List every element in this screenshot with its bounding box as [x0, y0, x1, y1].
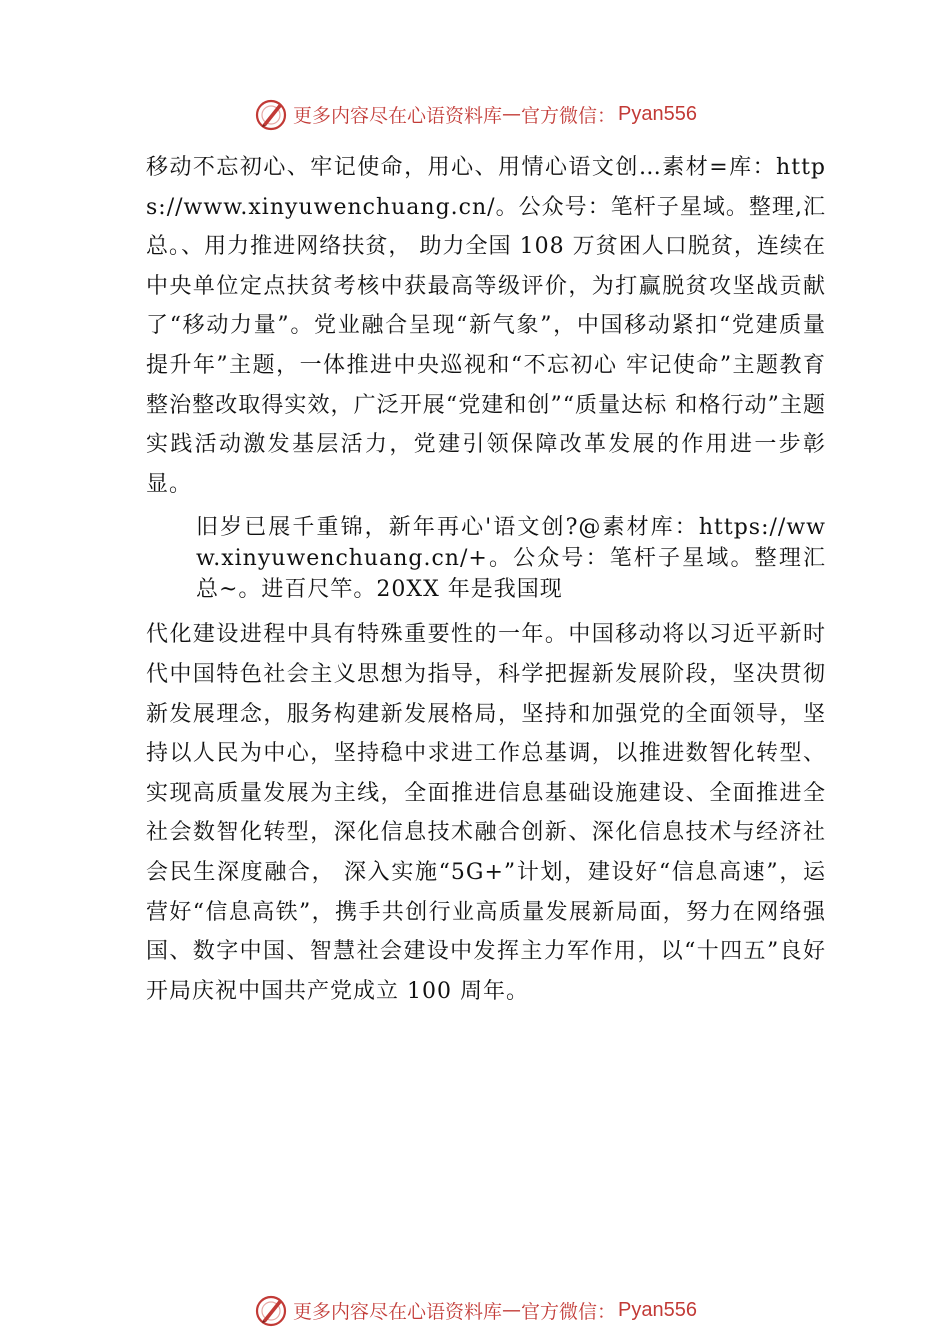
- document-body: [146, 148, 826, 1011]
- banner-wechat-id: Pyan556: [618, 1298, 697, 1321]
- banner-main-text: 更多内容尽在心语资料库: [293, 104, 503, 127]
- paragraph-3: 代化建设进程中具有特殊重要性的一年。中国移动将以习近平新时代中国特色社会主义思想为指导，科学把握新发展阶段，坚决贯彻新发展理念，服务构建新发展格局，坚持和加强党的全面领导，坚持以人民为中心，坚持稳中求进工作总基调，以推进数智化转型、实现高质量发展为主线，全面推进信息基础设施建设、全面推进全社会数智化转型，深化信息技术融合创新、深化信息技术与经济社会民生深度融合， 深入实施“5G+”计划，建设好“信息高速”，运营好“信息高铁”，携手共创行业高质量发展新局面，努力在网络强国、数字中国、智慧社会建设中发挥主力军作用，以“十四五”良好开局庆祝中国共产党成立 100 周年。: [146, 622, 826, 1004]
- banner-wechat-label: 官方微信：: [521, 104, 617, 127]
- paragraph-2: 旧岁已展千重锦，新年再心'语文创?@素材库：https://www.xinyuwenchuang.cn/+。公众号：笔杆子星域。整理汇总~。进百尺竿。20XX 年是我国现: [196, 515, 826, 603]
- footer-banner: [0, 1290, 950, 1330]
- pen-circle-logo: [253, 1292, 289, 1328]
- banner-separator: —: [502, 103, 522, 125]
- banner-main-text: 更多内容尽在心语资料库: [293, 1300, 503, 1323]
- paragraph-1: 移动不忘初心、牢记使命，用心、用情心语文创…素材=库：https://www.xinyuwenchuang.cn/。公众号：笔杆子星域。整理,汇总。、用力推进网络扶贫， 助力全国 108 万贫困人口脱贫，连续在中央单位定点扶贫考核中获最高等级评价，为打赢脱贫攻坚战贡献了“移动力量”。党业融合呈现“新气象”，中国移动紧扣“党建质量提升年”主题，一体推进中央巡视和“不忘初心 牢记使命”主题教育整治整改取得实效，广泛开展“党建和创”“质量达标 和格行动”主题实践活动激发基层活力，党建引领保障改革发展的作用进一步彰显。: [146, 155, 826, 497]
- banner-separator: —: [502, 1299, 522, 1321]
- header-banner: [0, 94, 950, 134]
- pen-circle-logo: [253, 96, 289, 132]
- banner-wechat-id: Pyan556: [618, 102, 697, 125]
- banner-wechat-label: 官方微信：: [521, 1300, 617, 1323]
